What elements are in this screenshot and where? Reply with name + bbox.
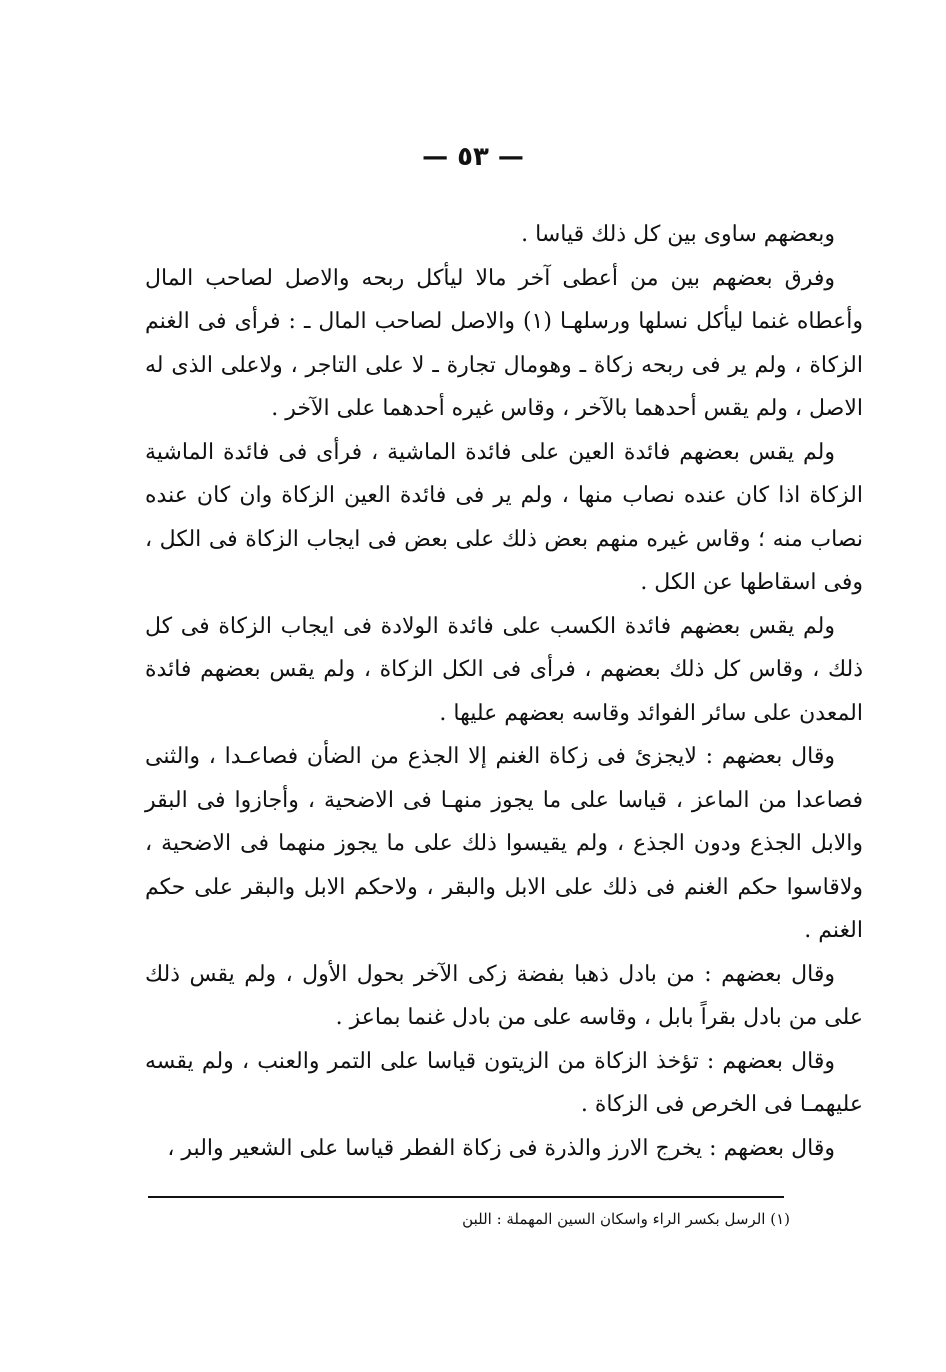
- footnote-divider: [148, 1196, 784, 1198]
- body-text: [145, 213, 863, 1170]
- footnote: (١) الرسل بكسر الراء واسكان السين المهملة : اللبن: [462, 1210, 790, 1228]
- paragraph-1: وبعضهم ساوى بين كل ذلك قياسا .: [521, 222, 835, 247]
- paragraph-4: ولم يقس بعضهم فائدة الكسب على فائدة الولادة فى ايجاب الزكاة فى كل ذلك ، وقاس كل ذلك بعضهم ، فرأى فى الكل الزكاة ، ولم يقس بعضهم فائدة المعدن على سائر الفوائد وقاسه بعضهم عليها .: [145, 613, 863, 726]
- paragraph-2: وفرق بعضهم بين من أعطى آخر مالا ليأكل ربحه والاصل لصاحب المال وأعطاه غنما ليأكل نسلها ورسلهـا (١) والاصل لصاحب المال ـ : فرأى فى الغنم الزكاة ، ولم ير فى ربحه زكاة ـ وهومال تجارة ـ لا على التاجر ، ولاعلى الذى له الاصل ، ولم يقس أحدهما بالآخر ، وقاس غيره أحدهما على الآخر .: [145, 265, 863, 421]
- page-number: — ٥٣ —: [422, 142, 524, 172]
- paragraph-5: وقال بعضهم : لايجزئ فى زكاة الغنم إلا الجذع من الضأن فصاعـدا ، والثنى فصاعدا من الماعز ، قياسا على ما يجوز منهـا فى الاضحية ، وأجازوا فى البقر والابل الجذع ودون الجذع ، ولم يقيسوا ذلك على ما يجوز منهما فى الاضحية ، ولاقاسوا حكم الغنم فى ذلك على الابل والبقر ، ولاحكم الابل والبقر على حكم الغنم .: [145, 744, 863, 943]
- paragraph-7: وقال بعضهم : تؤخذ الزكاة من الزيتون قياسا على التمر والعنب ، ولم يقسه عليهمـا فى الخرص فى الزكاة .: [145, 1048, 863, 1117]
- paragraph-6: وقال بعضهم : من بادل ذهبا بفضة زكى الآخر بحول الأول ، ولم يقس ذلك على من بادل بقراً بابل ، وقاسه على من بادل غنما بماعز .: [145, 961, 863, 1030]
- paragraph-8: وقال بعضهم : يخرج الارز والذرة فى زكاة الفطر قياسا على الشعير والبر ،: [167, 1135, 835, 1161]
- paragraph-3: ولم يقس بعضهم فائدة العين على فائدة الماشية ، فرأى فى فائدة الماشية الزكاة اذا كان عنده نصاب منها ، ولم ير فى فائدة العين الزكاة وان كان عنده نصاب منه ؛ وقاس غيره منهم بعض ذلك على بعض فى ايجاب الزكاة فى الكل ، وفى اسقاطها عن الكل .: [145, 439, 863, 595]
